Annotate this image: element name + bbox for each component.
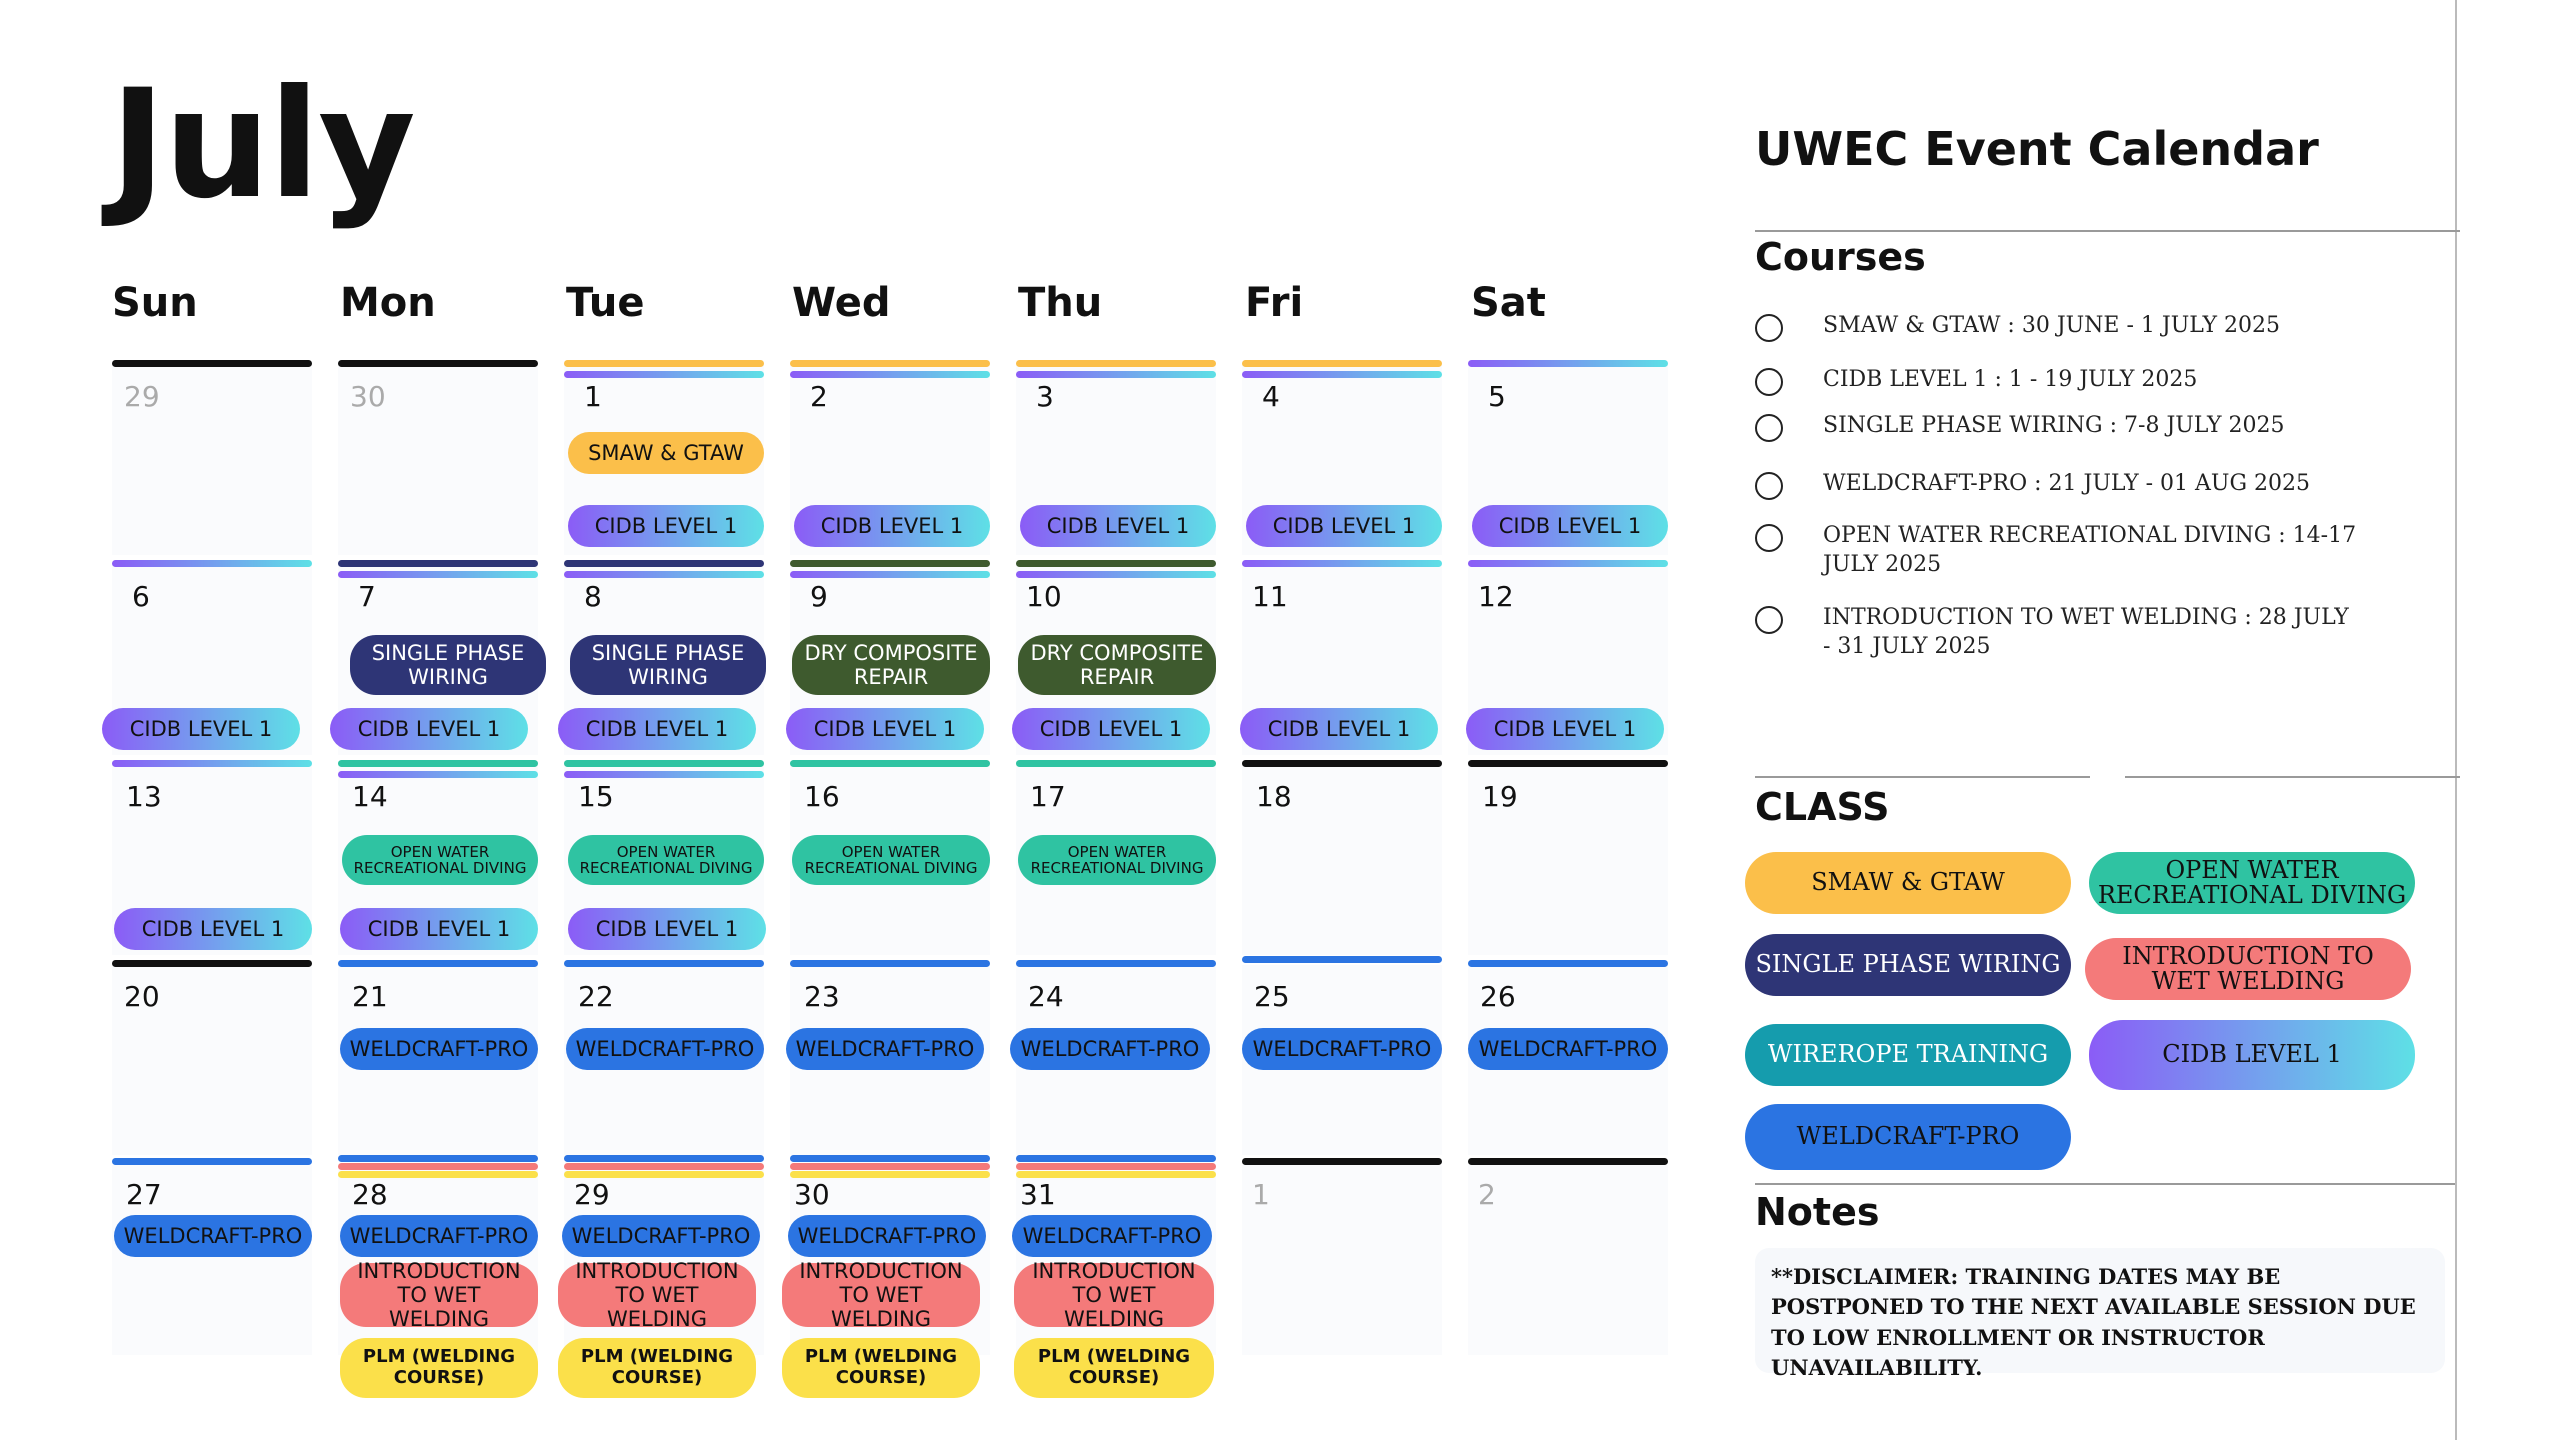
week-bar [1242, 760, 1442, 767]
date-label: 14 [352, 780, 388, 813]
week-bar [112, 960, 312, 967]
date-label: 27 [126, 1178, 162, 1211]
single-phase-bar [564, 560, 764, 567]
event-weldcraft-pro[interactable]: WELDCRAFT-PRO [340, 1215, 538, 1257]
courses-title: Courses [1755, 235, 1926, 279]
date-label: 25 [1254, 980, 1290, 1013]
course-item[interactable] [1755, 366, 2363, 396]
notes-title: Notes [1755, 1190, 1880, 1234]
calendar-grid [100, 280, 1690, 1410]
date-label: 18 [1256, 780, 1292, 813]
event-open-water-diving[interactable]: OPEN WATER RECREATIONAL DIVING [568, 835, 764, 885]
weldcraft-bar [790, 960, 990, 967]
radio-icon[interactable] [1755, 414, 1783, 442]
sidebar [1755, 0, 2475, 1440]
plm-bar [564, 1171, 764, 1178]
course-label: INTRODUCTION TO WET WELDING : 28 JULY - 31 JULY 2025 [1823, 605, 2349, 659]
event-cidb-level-1[interactable]: CIDB LEVEL 1 [1466, 708, 1664, 750]
course-item[interactable] [1755, 312, 2363, 342]
legend-single-phase-wiring[interactable]: SINGLE PHASE WIRING [1745, 934, 2071, 996]
day-header-fri: Fri [1245, 280, 1304, 326]
date-label: 12 [1478, 580, 1514, 613]
wet-welding-bar [1016, 1163, 1216, 1170]
event-cidb-level-1[interactable]: CIDB LEVEL 1 [568, 505, 764, 547]
cidb-bar [790, 371, 990, 378]
day-header-mon: Mon [340, 280, 436, 326]
event-wet-welding[interactable]: INTRODUCTION TO WET WELDING [558, 1263, 756, 1327]
day-header-sat: Sat [1471, 280, 1546, 326]
course-label: SINGLE PHASE WIRING : 7-8 JULY 2025 [1823, 413, 2285, 438]
plm-bar [1016, 1171, 1216, 1178]
date-label: 5 [1488, 380, 1506, 413]
event-wet-welding[interactable]: INTRODUCTION TO WET WELDING [1014, 1263, 1214, 1327]
weldcraft-bar [1468, 960, 1668, 967]
cidb-bar [1242, 371, 1442, 378]
class-title: CLASS [1755, 785, 1890, 829]
cidb-bar [338, 571, 538, 578]
event-weldcraft-pro[interactable]: WELDCRAFT-PRO [1468, 1028, 1668, 1070]
wet-welding-bar [338, 1163, 538, 1170]
cidb-bar [1016, 371, 1216, 378]
event-cidb-level-1[interactable]: CIDB LEVEL 1 [1240, 708, 1438, 750]
event-plm-welding[interactable]: PLM (WELDING COURSE) [782, 1338, 980, 1398]
event-plm-welding[interactable]: PLM (WELDING COURSE) [558, 1338, 756, 1398]
divider [1755, 1183, 2455, 1185]
cidb-bar [112, 760, 312, 767]
smaw-bar [564, 360, 764, 367]
day-header-sun: Sun [112, 280, 198, 326]
event-weldcraft-pro[interactable]: WELDCRAFT-PRO [1010, 1028, 1210, 1070]
date-label: 30 [794, 1178, 830, 1211]
event-cidb-level-1[interactable]: CIDB LEVEL 1 [786, 708, 984, 750]
dry-composite-bar [790, 560, 990, 567]
event-cidb-level-1[interactable]: CIDB LEVEL 1 [558, 708, 756, 750]
weldcraft-bar [1016, 960, 1216, 967]
date-label: 24 [1028, 980, 1064, 1013]
date-label: 19 [1482, 780, 1518, 813]
legend-open-water-diving[interactable]: OPEN WATER RECREATIONAL DIVING [2089, 852, 2415, 914]
legend-smaw-gtaw[interactable]: SMAW & GTAW [1745, 852, 2071, 914]
weldcraft-bar [564, 960, 764, 967]
weldcraft-bar [338, 1155, 538, 1162]
dry-composite-bar [1016, 560, 1216, 567]
owrd-bar [564, 760, 764, 767]
event-cidb-level-1[interactable]: CIDB LEVEL 1 [114, 908, 312, 950]
event-single-phase-wiring[interactable]: SINGLE PHASE WIRING [350, 635, 546, 695]
event-cidb-level-1[interactable]: CIDB LEVEL 1 [330, 708, 528, 750]
cidb-bar [790, 571, 990, 578]
event-cidb-level-1[interactable]: CIDB LEVEL 1 [340, 908, 538, 950]
date-label: 10 [1026, 580, 1062, 613]
owrd-bar [338, 760, 538, 767]
date-label: 13 [126, 780, 162, 813]
wet-welding-bar [790, 1163, 990, 1170]
event-weldcraft-pro[interactable]: WELDCRAFT-PRO [1242, 1028, 1442, 1070]
date-label: 21 [352, 980, 388, 1013]
event-weldcraft-pro[interactable]: WELDCRAFT-PRO [1012, 1215, 1212, 1257]
cidb-bar [1468, 560, 1668, 567]
notes-box: **DISCLAIMER: TRAINING DATES MAY BE POSTPONED TO THE NEXT AVAILABLE SESSION DUE TO LOW ENROLLMENT OR INSTRUCTOR UNAVAILABILITY. [1755, 1248, 2445, 1373]
week-bar [1468, 1158, 1668, 1165]
event-weldcraft-pro[interactable]: WELDCRAFT-PRO [566, 1028, 764, 1070]
event-cidb-level-1[interactable]: CIDB LEVEL 1 [568, 908, 766, 950]
event-dry-composite-repair[interactable]: DRY COMPOSITE REPAIR [1018, 635, 1216, 695]
date-label: 2 [810, 380, 828, 413]
weldcraft-bar [1016, 1155, 1216, 1162]
course-item[interactable] [1755, 412, 2363, 442]
owrd-bar [1016, 760, 1216, 767]
event-single-phase-wiring[interactable]: SINGLE PHASE WIRING [570, 635, 766, 695]
event-weldcraft-pro[interactable]: WELDCRAFT-PRO [114, 1215, 312, 1257]
date-label: 16 [804, 780, 840, 813]
course-label: CIDB LEVEL 1 : 1 - 19 JULY 2025 [1823, 367, 2198, 392]
date-label: 20 [124, 980, 160, 1013]
month-title: July [110, 58, 414, 232]
cidb-bar [1016, 571, 1216, 578]
event-weldcraft-pro[interactable]: WELDCRAFT-PRO [562, 1215, 760, 1257]
week-bar [1468, 760, 1668, 767]
legend-wet-welding[interactable]: INTRODUCTION TO WET WELDING [2085, 938, 2411, 1000]
date-label: 1 [584, 380, 602, 413]
event-cidb-level-1[interactable]: CIDB LEVEL 1 [1472, 505, 1668, 547]
date-label: 17 [1030, 780, 1066, 813]
divider [2125, 776, 2460, 778]
divider [1755, 776, 2090, 778]
day-cell[interactable] [1468, 1165, 1668, 1355]
date-label: 3 [1036, 380, 1054, 413]
weldcraft-bar [564, 1155, 764, 1162]
event-open-water-diving[interactable]: OPEN WATER RECREATIONAL DIVING [792, 835, 990, 885]
week-bar [112, 360, 312, 367]
date-label: 4 [1262, 380, 1280, 413]
week-bar [338, 360, 538, 367]
day-header-tue: Tue [566, 280, 645, 326]
radio-icon[interactable] [1755, 368, 1783, 396]
smaw-bar [1016, 360, 1216, 367]
date-label: 29 [574, 1178, 610, 1211]
event-cidb-level-1[interactable]: CIDB LEVEL 1 [102, 708, 300, 750]
date-label: 23 [804, 980, 840, 1013]
date-label: 29 [124, 380, 160, 413]
day-header-thu: Thu [1018, 280, 1103, 326]
cidb-bar [564, 571, 764, 578]
event-open-water-diving[interactable]: OPEN WATER RECREATIONAL DIVING [342, 835, 538, 885]
event-plm-welding[interactable]: PLM (WELDING COURSE) [340, 1338, 538, 1398]
weldcraft-bar [790, 1155, 990, 1162]
event-wet-welding[interactable]: INTRODUCTION TO WET WELDING [340, 1263, 538, 1327]
cidb-bar [1242, 560, 1442, 567]
event-dry-composite-repair[interactable]: DRY COMPOSITE REPAIR [792, 635, 990, 695]
date-label: 7 [358, 580, 376, 613]
date-label: 9 [810, 580, 828, 613]
date-label: 2 [1478, 1178, 1496, 1211]
legend-wirerope-training[interactable]: WIREROPE TRAINING [1745, 1024, 2071, 1086]
radio-icon[interactable] [1755, 314, 1783, 342]
day-header-wed: Wed [792, 280, 891, 326]
date-label: 1 [1252, 1178, 1270, 1211]
weldcraft-bar [1242, 956, 1442, 963]
legend-weldcraft-pro[interactable]: WELDCRAFT-PRO [1745, 1104, 2071, 1170]
date-label: 28 [352, 1178, 388, 1211]
cidb-bar [338, 771, 538, 778]
event-wet-welding[interactable]: INTRODUCTION TO WET WELDING [782, 1263, 980, 1327]
event-weldcraft-pro[interactable]: WELDCRAFT-PRO [340, 1028, 538, 1070]
event-weldcraft-pro[interactable]: WELDCRAFT-PRO [786, 1028, 984, 1070]
course-label: SMAW & GTAW : 30 JUNE - 1 JULY 2025 [1823, 313, 2280, 338]
event-open-water-diving[interactable]: OPEN WATER RECREATIONAL DIVING [1018, 835, 1216, 885]
event-weldcraft-pro[interactable]: WELDCRAFT-PRO [788, 1215, 986, 1257]
event-cidb-level-1[interactable]: CIDB LEVEL 1 [794, 505, 990, 547]
date-label: 11 [1252, 580, 1288, 613]
course-label: OPEN WATER RECREATIONAL DIVING : 14-17 JULY 2025 [1823, 523, 2357, 577]
day-cell[interactable] [1242, 1165, 1442, 1355]
weldcraft-bar [112, 1158, 312, 1165]
date-label: 26 [1480, 980, 1516, 1013]
radio-icon[interactable] [1755, 472, 1783, 500]
cidb-bar [1468, 360, 1668, 367]
week-bar [1242, 1158, 1442, 1165]
date-label: 22 [578, 980, 614, 1013]
legend-cidb-level-1[interactable]: CIDB LEVEL 1 [2089, 1020, 2415, 1090]
calendar-title: UWEC Event Calendar [1755, 122, 2319, 176]
date-label: 31 [1020, 1178, 1056, 1211]
owrd-bar [790, 760, 990, 767]
cidb-bar [564, 371, 764, 378]
cidb-bar [112, 560, 312, 567]
course-item[interactable] [1755, 604, 2363, 661]
date-label: 30 [350, 380, 386, 413]
radio-icon[interactable] [1755, 606, 1783, 634]
date-label: 15 [578, 780, 614, 813]
date-label: 6 [132, 580, 150, 613]
smaw-bar [790, 360, 990, 367]
event-cidb-level-1[interactable]: CIDB LEVEL 1 [1020, 505, 1216, 547]
event-cidb-level-1[interactable]: CIDB LEVEL 1 [1246, 505, 1442, 547]
plm-bar [338, 1171, 538, 1178]
divider [1755, 230, 2460, 232]
smaw-bar [1242, 360, 1442, 367]
event-smaw-gtaw[interactable]: SMAW & GTAW [568, 432, 764, 474]
plm-bar [790, 1171, 990, 1178]
course-label: WELDCRAFT-PRO : 21 JULY - 01 AUG 2025 [1823, 471, 2311, 496]
radio-icon[interactable] [1755, 524, 1783, 552]
event-cidb-level-1[interactable]: CIDB LEVEL 1 [1012, 708, 1210, 750]
wet-welding-bar [564, 1163, 764, 1170]
single-phase-bar [338, 560, 538, 567]
event-plm-welding[interactable]: PLM (WELDING COURSE) [1014, 1338, 1214, 1398]
cidb-bar [564, 771, 764, 778]
course-item[interactable] [1755, 522, 2363, 579]
weldcraft-bar [338, 960, 538, 967]
course-item[interactable] [1755, 470, 2363, 500]
date-label: 8 [584, 580, 602, 613]
